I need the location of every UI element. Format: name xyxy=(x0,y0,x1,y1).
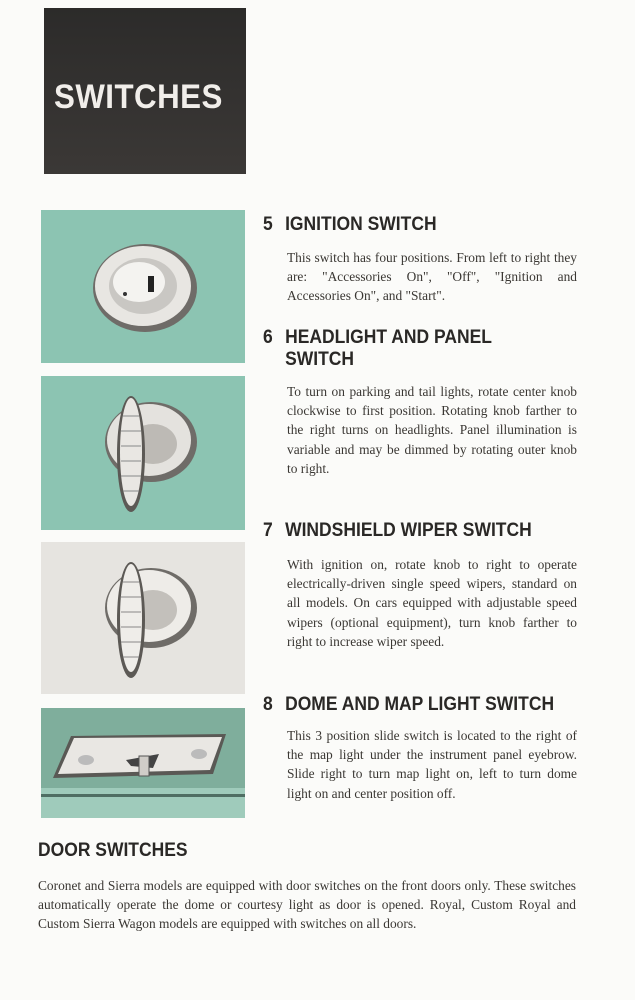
section-title: IGNITION SWITCH xyxy=(285,214,437,235)
ignition-switch-illustration xyxy=(41,210,245,363)
section-title: HEADLIGHT AND PANEL SWITCH xyxy=(285,327,492,370)
section-6-text: To turn on parking and tail lights, rotate center knob clockwise to first position. Rotating knob farther to the right turns on headlights. Panel illumination is variable and may be dimmed by rotating outer knob to right. xyxy=(287,384,577,476)
section-title: DOME AND MAP LIGHT SWITCH xyxy=(285,694,555,715)
wiper-switch-illustration xyxy=(41,542,245,694)
door-switches-heading: DOOR SWITCHES xyxy=(38,840,188,861)
section-banner xyxy=(44,8,246,174)
section-5-text: This switch has four positions. From left to right they are: "Accessories On", "Off", "Ignition and Accessories On", and "Start". xyxy=(287,250,577,304)
section-number: 7 xyxy=(263,520,273,541)
section-6-heading xyxy=(263,327,533,371)
section-5-heading xyxy=(263,214,437,236)
section-7-text: With ignition on, rotate knob to right to operate electrically-driven single speed wipers, standard on all models. On cars equipped with adjustable speed wipers (optional equipment), turn knob farther to right to increase wiper speed. xyxy=(287,557,577,649)
section-number: 6 xyxy=(263,327,273,348)
section-title: WINDSHIELD WIPER SWITCH xyxy=(285,520,532,541)
dome-light-switch-illustration xyxy=(41,708,245,818)
section-8-heading xyxy=(263,694,554,716)
door-switches-text: Coronet and Sierra models are equipped with door switches on the front doors only. These switches automatically operate the dome or courtesy light as door is opened. Royal, Custom Royal and Custom Sierra Wagon models are equipped with switches on all doors. xyxy=(38,878,576,932)
section-number: 8 xyxy=(263,694,273,715)
headlight-switch-illustration xyxy=(41,376,245,530)
section-number: 5 xyxy=(263,214,273,235)
section-8-text: This 3 position slide switch is located to the right of the map light under the instrument panel eyebrow. Slide right to turn map light on, left to turn dome light on and center position off. xyxy=(287,728,577,801)
banner-title: SWITCHES xyxy=(54,78,223,116)
section-7-heading xyxy=(263,520,532,542)
